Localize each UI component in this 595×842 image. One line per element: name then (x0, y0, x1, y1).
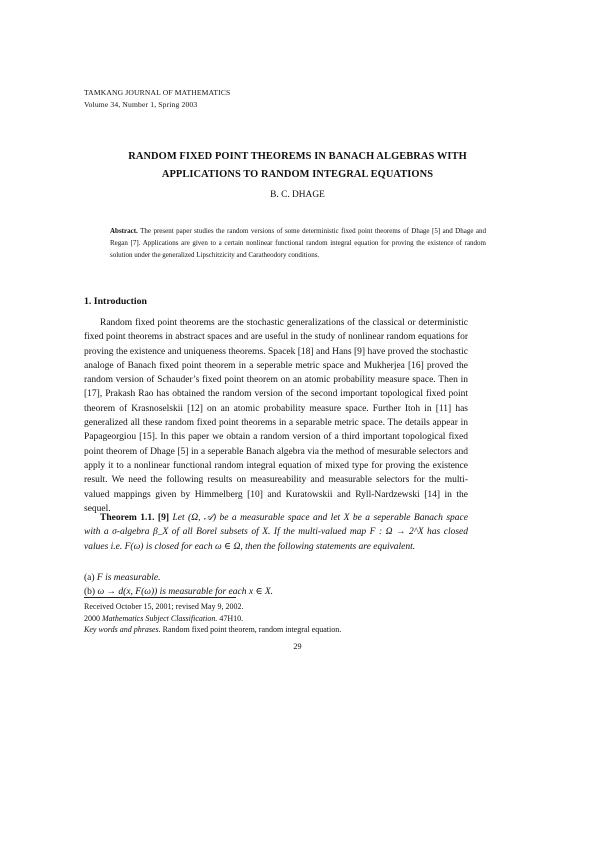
theorem-text: Let (Ω, 𝒜) be a measurable space and let X be a seperable Banach space with a σ-algebra β_X of all Borel subsets of X. If the multi-valued map F : Ω → 2^X has closed values i.e. F(ω) is closed for each ω ∈ Ω, then the following statements are equivalent. (84, 513, 468, 552)
journal-header (84, 87, 230, 111)
theorem-item (84, 571, 273, 585)
paper-title (70, 148, 525, 184)
abstract-label: Abstract. (110, 227, 138, 235)
section-heading: 1. Introduction (84, 296, 147, 307)
theorem-block (84, 511, 468, 554)
theorem-ref: [9] (157, 513, 169, 523)
item-label: (b) (84, 587, 96, 597)
footnotes (84, 601, 341, 636)
item-text: ω → d(x, F(ω)) is measurable for each x ∈ X. (97, 587, 274, 597)
title-line-2: APPLICATIONS TO RANDOM INTEGRAL EQUATIONS (161, 169, 434, 180)
introduction-paragraph: Random fixed point theorems are the stochastic generalizations of the classical or deterministic fixed point theorems in abstract spaces and are useful in the study of nonlinear random equations for proving the existence and uniqueness theorems. Spacek [18] and Hans [9] have proved the stochastic analoge of Banach fixed point theorem in a seperable metric space and Mukherjea [16] proved the random version of Schauder’s fixed point theorem on an atomic probability measure space. Then in [17], Prakash Rao has obtained the random version of the second important topological fixed point theorem of Krasnoselskii [12] on an atomic probability measure space. Further Itoh in [11] has generalized all these random fixed point theorems in a separable metric space. The details appear in Papageorgiou [15]. In this paper we obtain a random version of a third important topological fixed point theorem of Dhage [5] in a seperable Banach algebra via the method of mesurable selectors and apply it to a nonlinear functional random integral equation of mixed type for proving the existence result. We need the following results on measureability and measurable selectors for the multi-valued mappings given by Himmelberg [10] and Kuratowskii and Ryll-Nardzewski [14] in the sequel. (84, 318, 468, 514)
item-text: F is measurable. (96, 573, 161, 583)
item-label: (a) (84, 573, 95, 583)
theorem-items (84, 571, 273, 599)
page-number: 29 (293, 642, 302, 651)
abstract-block (110, 225, 486, 261)
title-line-1: RANDOM FIXED POINT THEOREMS IN BANACH ALGEBRAS WITH (128, 151, 467, 162)
footnote-rule (84, 597, 236, 598)
author-name: B. C. DHAGE (270, 190, 325, 200)
received-note: Received October 15, 2001; revised May 9, 2002. (84, 602, 244, 611)
abstract-text: The present paper studies the random versions of some deterministic fixed point theorems of Dhage [5] and Dhage and Regan [7]. Applications are given to a certain nonlinear functional random integral equation for proving the existence of random solution under the generalized Lipschitzicity and Caratheodory conditions. (110, 227, 486, 260)
keywords-note: Key words and phrases. Random fixed point theorem, random integral equation. (84, 625, 342, 635)
msc-note: 2000 Mathematics Subject Classification. 47H10. (84, 613, 244, 623)
introduction-body (84, 316, 468, 516)
theorem-label: Theorem 1.1. (100, 513, 155, 523)
journal-name: TAMKANG JOURNAL OF MATHEMATICS (84, 88, 231, 97)
journal-volume: Volume 34, Number 1, Spring 2003 (84, 100, 198, 109)
